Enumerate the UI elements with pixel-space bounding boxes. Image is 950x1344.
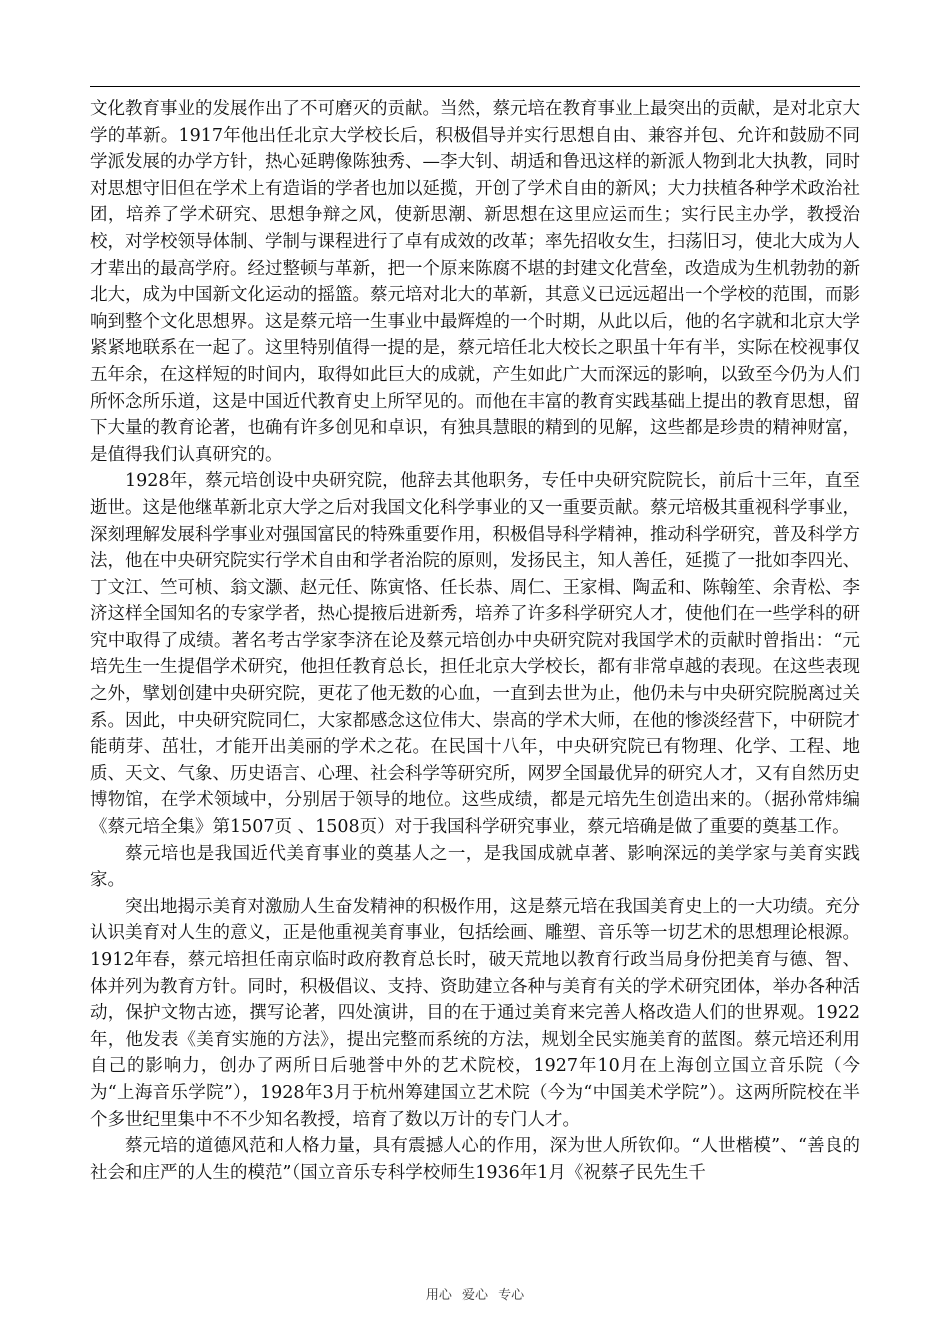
document-body bbox=[90, 96, 860, 1186]
paragraph-3: 蔡元培也是我国近代美育事业的奠基人之一，是我国成就卓著、影响深远的美学家与美育实践家。 bbox=[90, 843, 860, 891]
page-footer: 用心 爱心 专心 bbox=[425, 1288, 525, 1303]
paragraph-5: 蔡元培的道德风范和人格力量，具有震撼人心的作用，深为世人所钦仰。“人世楷模”、“善良的社会和庄严的人生的模范”（国立音乐专科学校师生1936年1月《祝蔡孑民先生千 bbox=[90, 1136, 860, 1183]
paragraph-2: 1928年，蔡元培创设中央研究院，他辞去其他职务，专任中央研究院院长，前后十三年，直至逝世。这是他继革新北京大学之后对我国文化科学事业的又一重要贡献。蔡元培极其重视科学事业，深刻理解发展科学事业对强国富民的特殊重要作用，积极倡导科学精神，推动科学研究，普及科学方法，他在中央研究院实行学术自由和学者治院的原则，发扬民主，知人善任，延揽了一批如李四光、丁文江、竺可桢、翁文灏、赵元任、陈寅恪、任长恭、周仁、王家楫、陶孟和、陈翰笙、余青松、李济这样全国知名的专家学者，热心提掖后进新秀，培养了许多科学研究人才，使他们在一些学科的研究中取得了成绩。著名考古学家李济在论及蔡元培创办中央研究院对我国学术的贡献时曾指出：“元培先生一生提倡学术研究，他担任教育总长，担任北京大学校长，都有非常卓越的表现。在这些表现之外，擘划创建中央研究院，更花了他无数的心血，一直到去世为止，他仍未与中央研究院脱离过关系。因此，中央研究院同仁，大家都感念这位伟大、崇高的学术大师，在他的惨淡经营下，中研院才能萌芽、茁壮，才能开出美丽的学术之花。在民国十八年，中央研究院已有物理、化学、工程、地质、天文、气象、历史语言、心理、社会科学等研究所，网罗全国最优异的研究人才，又有自然历史博物馆，在学术领域中，分别居于领导的地位。这些成绩，都是元培先生创造出来的。（据孙常炜编《蔡元培全集》第1507页 、1508页）对于我国科学研究事业，蔡元培确是做了重要的奠基工作。 bbox=[90, 471, 860, 838]
paragraph-1: 文化教育事业的发展作出了不可磨灭的贡献。当然，蔡元培在教育事业上最突出的贡献，是对北京大学的革新。1917年他出任北京大学校长后，积极倡导并实行思想自由、兼容并包、允许和鼓励不同学派发展的办学方针，热心延聘像陈独秀、—李大钊、胡适和鲁迅这样的新派人物到北大执教，同时对思想守旧但在学术上有造诣的学者也加以延揽，开创了学术自由的新风；大力扶植各种学术政治社团，培养了学术研究、思想争辩之风，使新思潮、新思想在这里应运而生；实行民主办学，教授治校，对学校领导体制、学制与课程进行了卓有成效的改革；率先招收女生，扫荡旧习，使北大成为人才辈出的最高学府。经过整顿与革新，把一个原来陈腐不堪的封建文化营垒，改造成为生机勃勃的新北大，成为中国新文化运动的摇篮。蔡元培对北大的革新，其意义已远远超出一个学校的范围，而影响到整个文化思想界。这是蔡元培一生事业中最辉煌的一个时期，从此以后，他的名字就和北京大学紧紧地联系在一起了。这里特别值得一提的是，蔡元培任北大校长之职虽十年有半，实际在校视事仅五年余，在这样短的时间内，取得如此巨大的成就，产生如此广大而深远的影响，以致至今仍为人们所怀念所乐道，这是中国近代教育史上所罕见的。而他在丰富的教育实践基础上提出的教育思想，留下大量的教育论著，也确有许多创见和卓识，有独具慧眼的精到的见解，这些都是珍贵的精神财富，是值得我们认真研究的。 bbox=[90, 99, 860, 465]
header-rule bbox=[90, 86, 860, 87]
paragraph-4: 突出地揭示美育对激励人生奋发精神的积极作用，这是蔡元培在我国美育史上的一大功绩。充分认识美育对人生的意义，正是他重视美育事业，包括绘画、雕塑、音乐等一切艺术的思想理论根源。1912年春，蔡元培担任南京临时政府教育总长时，破天荒地以教育行政当局身份把美育与德、智、体并列为教育方针。同时，积极倡议、支持、资助建立各种与美育有关的学术研究团体，举办各种活动，保护文物古迹，撰写论著，四处演讲，目的在于通过美育来完善人格改造人们的世界观。1922年，他发表《美育实施的方法》，提出完整而系统的方法，规划全民实施美育的蓝图。蔡元培还利用自己的影响力，创办了两所日后驰誉中外的艺术院校，1927年10月在上海创立国立音乐院（今为“上海音乐学院”），1928年3月于杭州筹建国立艺术院（今为“中国美术学院”）。这两所院校在半个多世纪里集中不不少知名教授，培育了数以万计的专门人才。 bbox=[90, 896, 860, 1130]
